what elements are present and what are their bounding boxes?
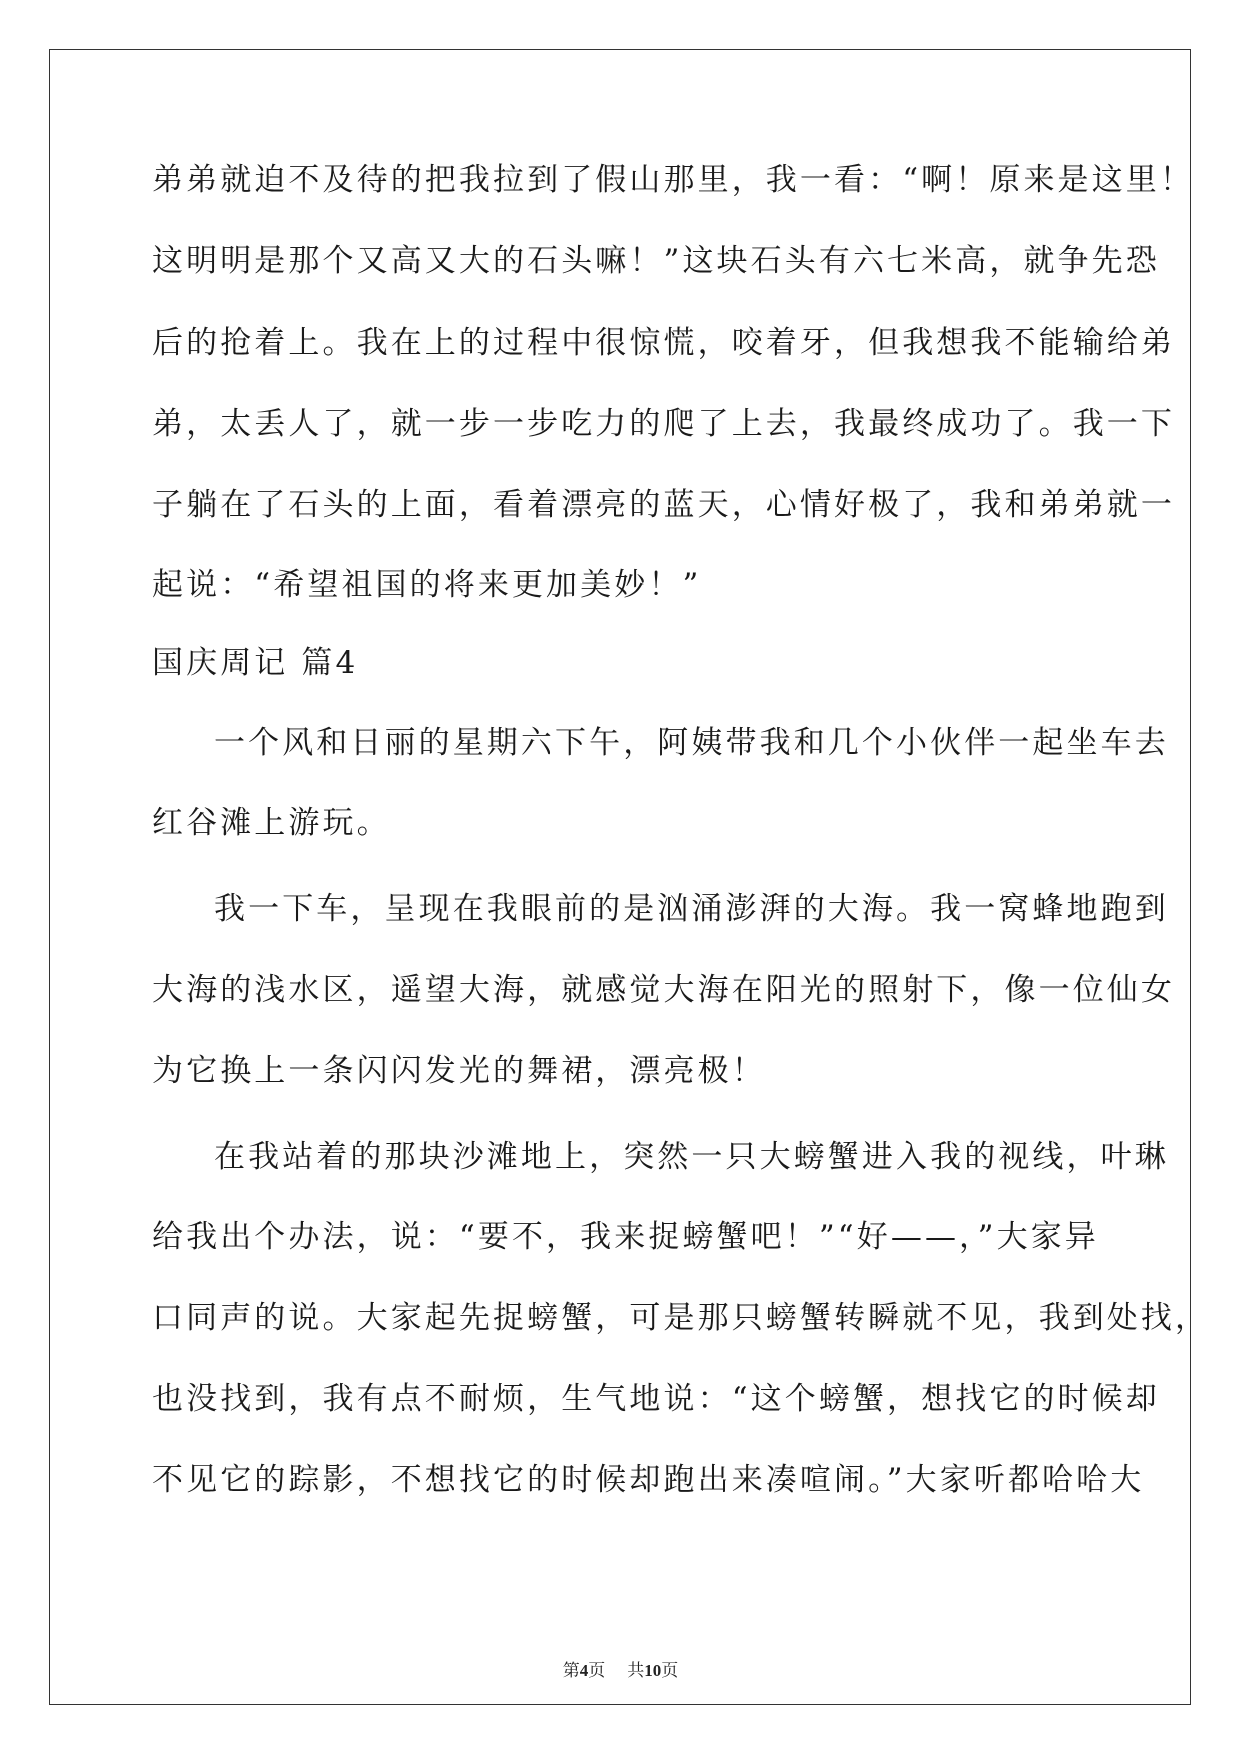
text-line: 为它换上一条闪闪发光的舞裙，漂亮极！	[152, 1053, 766, 1089]
text-line: 也没找到，我有点不耐烦，生气地说：“这个螃蟹，想找它的时候却	[152, 1381, 1160, 1417]
text-line: 不见它的踪影，不想找它的时候却跑出来凑喧闹。”大家听都哈哈大	[152, 1462, 1145, 1498]
text-line: 弟，太丢人了，就一步一步吃力的爬了上去，我最终成功了。我一下	[152, 406, 1175, 442]
text-line: 子躺在了石头的上面，看着漂亮的蓝天，心情好极了，我和弟弟就一	[152, 487, 1175, 523]
page-suffix: 页	[588, 1661, 606, 1681]
section-heading: 国庆周记 篇4	[152, 645, 359, 681]
page-footer	[0, 1660, 1241, 1682]
text-line: 口同声的说。大家起先捉螃蟹，可是那只螃蟹转瞬就不见，我到处找，	[152, 1300, 1210, 1336]
total-prefix: 共	[627, 1661, 645, 1681]
text-line: 后的抢着上。我在上的过程中很惊慌，咬着牙，但我想我不能输给弟	[152, 325, 1175, 361]
page-border	[49, 49, 1210, 1705]
total-suffix: 页	[661, 1661, 679, 1681]
text-line: 我一下车，呈现在我眼前的是汹涌澎湃的大海。我一窝蜂地跑到	[214, 891, 1169, 927]
page-current: 4	[579, 1661, 589, 1680]
page-prefix: 第	[562, 1661, 580, 1681]
text-line: 起说：“希望祖国的将来更加美妙！”	[152, 567, 702, 603]
text-line: 在我站着的那块沙滩地上，突然一只大螃蟹进入我的视线，叶琳	[214, 1139, 1169, 1175]
text-line: 大海的浅水区，遥望大海，就感觉大海在阳光的照射下，像一位仙女	[152, 972, 1175, 1008]
text-line: 红谷滩上游玩。	[152, 805, 391, 841]
page-total: 10	[644, 1661, 662, 1680]
text-line: 一个风和日丽的星期六下午，阿姨带我和几个小伙伴一起坐车去	[214, 725, 1169, 761]
text-line: 弟弟就迫不及待的把我拉到了假山那里，我一看：“啊！原来是这里！	[152, 162, 1194, 198]
text-line: 这明明是那个又高又大的石头嘛！”这块石头有六七米高，就争先恐	[152, 243, 1160, 279]
text-line: 给我出个办法，说：“要不，我来捉螃蟹吧！”“好——，”大家异	[152, 1219, 1099, 1255]
